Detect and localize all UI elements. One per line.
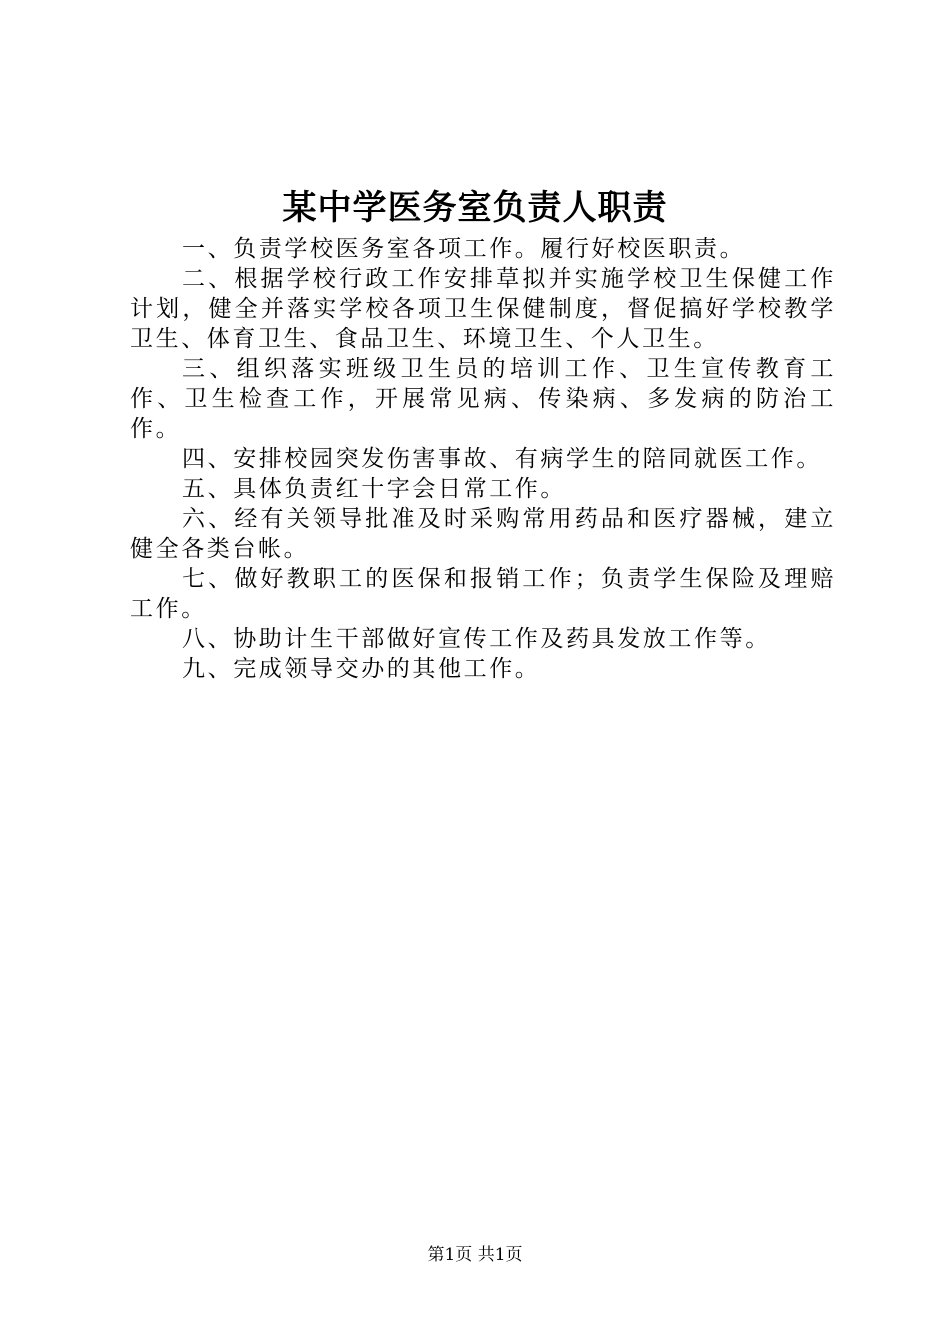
paragraph-9: 九、完成领导交办的其他工作。	[182, 656, 541, 682]
paragraph-5: 五、具体负责红十字会日常工作。	[182, 476, 566, 502]
paragraph-6: 六、经有关领导批准及时采购常用药品和医疗器械，建立健全各类台帐。	[130, 506, 836, 562]
document-title: 某中学医务室负责人职责	[282, 188, 668, 228]
paragraph-2: 二、根据学校行政工作安排草拟并实施学校卫生保健工作计划，健全并落实学校各项卫生保健制度，督促搞好学校教学卫生、体育卫生、食品卫生、环境卫生、个人卫生。	[130, 266, 836, 352]
paragraph-1: 一、负责学校医务室各项工作。履行好校医职责。	[182, 236, 746, 262]
document-body	[130, 234, 836, 684]
paragraph-4: 四、安排校园突发伤害事故、有病学生的陪同就医工作。	[182, 446, 822, 472]
paragraph-3: 三、组织落实班级卫生员的培训工作、卫生宣传教育工作、卫生检查工作，开展常见病、传染病、多发病的防治工作。	[130, 356, 836, 442]
page-footer: 第1页 共1页	[427, 1245, 523, 1265]
paragraph-7: 七、做好教职工的医保和报销工作；负责学生保险及理赔工作。	[130, 566, 836, 622]
paragraph-8: 八、协助计生干部做好宣传工作及药具发放工作等。	[182, 626, 771, 652]
